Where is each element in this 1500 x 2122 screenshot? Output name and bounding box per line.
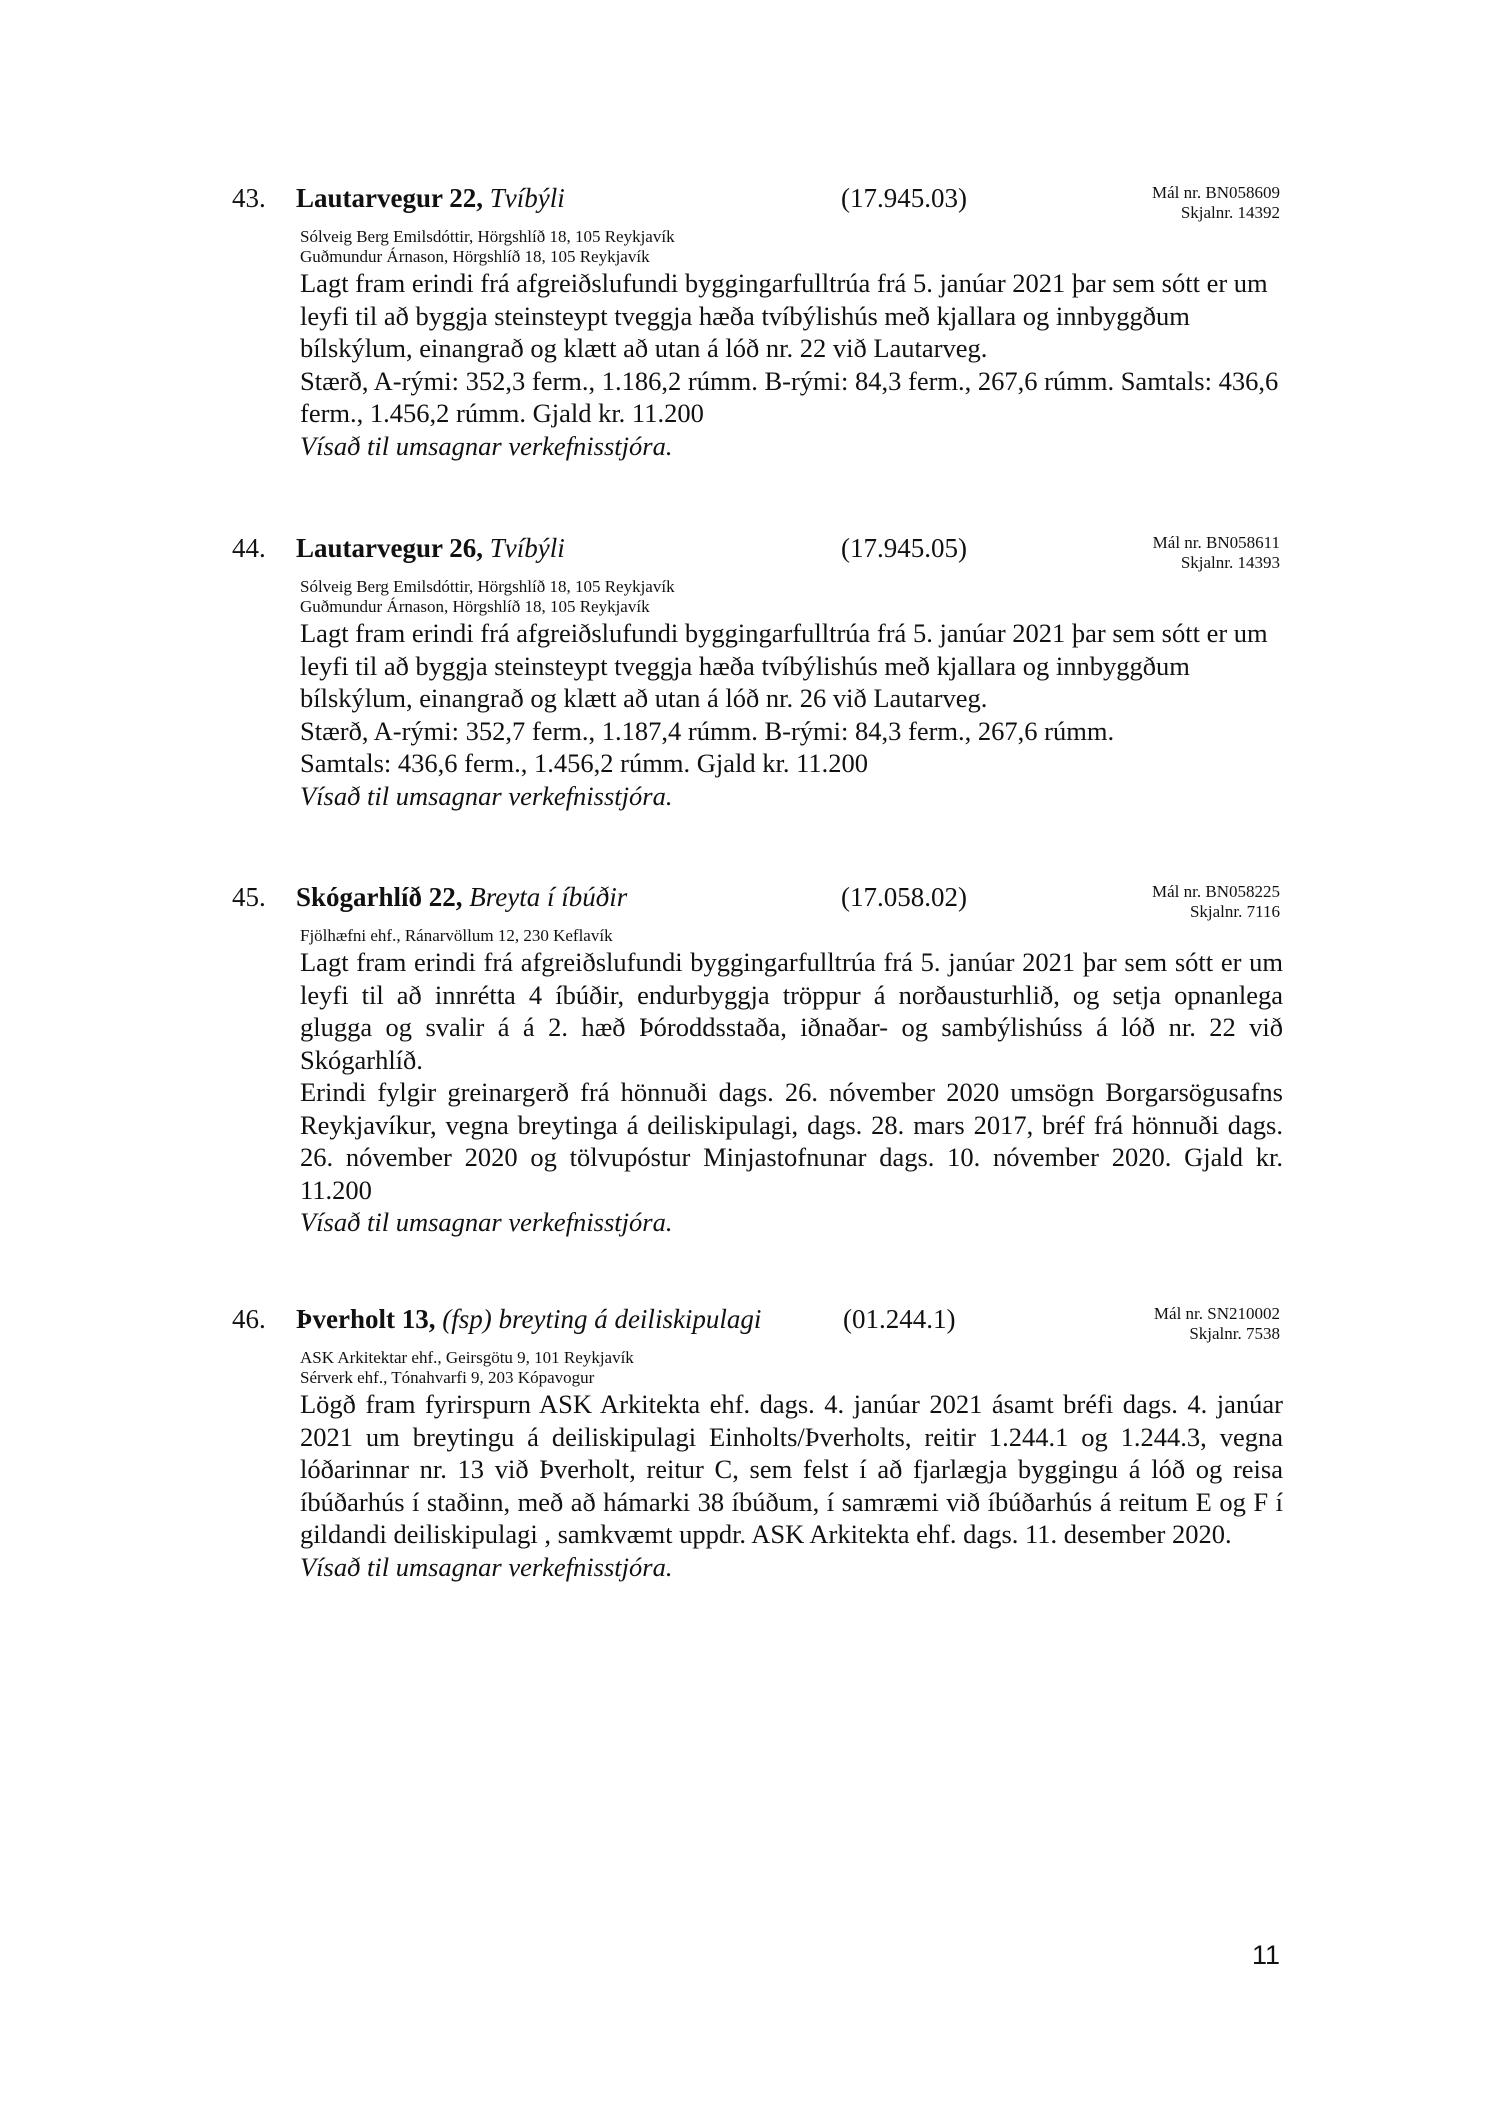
applicant: Guðmundur Árnason, Hörgshlíð 18, 105 Reykjavík — [300, 247, 650, 266]
case-number: Mál nr. BN058609 — [1152, 183, 1280, 202]
item-type: Tvíbýli — [489, 533, 565, 563]
item-number: 44. — [232, 533, 266, 563]
applicants — [300, 577, 675, 617]
item-reference — [1152, 882, 1280, 922]
item-land-code: (01.244.1) — [843, 1304, 956, 1334]
applicant: Fjölhæfni ehf., Ránarvöllum 12, 230 Keflavík — [300, 926, 613, 945]
item-title — [296, 533, 565, 564]
item-street: Lautarvegur 26, — [296, 533, 483, 563]
item-land-code: (17.058.02) — [841, 882, 967, 912]
item-title — [296, 882, 627, 913]
item-street: Lautarvegur 22, — [296, 183, 483, 213]
document-number: Skjalnr. 14393 — [1180, 553, 1280, 572]
case-number: Mál nr. SN210002 — [1153, 1304, 1280, 1323]
item-number: 46. — [232, 1304, 266, 1334]
document-number: Skjalnr. 7538 — [1189, 1324, 1280, 1343]
item-land-code: (17.945.05) — [841, 533, 967, 563]
item-reference — [1154, 1304, 1280, 1344]
applicant: Sólveig Berg Emilsdóttir, Hörgshlíð 18, 105 Reykjavík — [300, 227, 675, 246]
item-number: 43. — [232, 183, 266, 213]
item-paragraph: Lagt fram erindi frá afgreiðslufundi byggingarfulltrúa frá 5. janúar 2021 þar sem sótt er um leyfi til að byggja steinsteypt tveggja hæða tvíbýlishús með kjallara og innbyggðum bílskýlum, einangrað og klætt að utan á lóð nr. 26 við Lautarveg. — [300, 618, 1268, 713]
item-body — [300, 617, 1268, 812]
item-paragraph: Lagt fram erindi frá afgreiðslufundi byggingarfulltrúa frá 5. janúar 2021 þar sem sótt er um leyfi til að innrétta 4 íbúðir, endurbyggja tröppur á norðausturhlið, og setja opnanlega glugga og svalir á á 2. hæð Þóroddsstaða, iðnaðar- og sambýlishúss á lóð nr. 22 við Skógarhlíð. — [300, 947, 1283, 1075]
item-title — [296, 183, 565, 214]
item-note: Vísað til umsagnar verkefnisstjóra. — [300, 1551, 673, 1582]
item-street: Þverholt 13, — [296, 1304, 436, 1334]
item-note: Vísað til umsagnar verkefnisstjóra. — [300, 1207, 673, 1237]
case-number: Mál nr. BN058611 — [1152, 533, 1280, 552]
applicants — [300, 227, 675, 267]
item-land-code: (17.945.03) — [841, 183, 967, 213]
item-body — [300, 267, 1283, 462]
item-paragraph: Stærð, A-rými: 352,7 ferm., 1.187,4 rúmm. B-rými: 84,3 ferm., 267,6 rúmm. Samtals: 436,6 ferm., 1.456,2 rúmm. Gjald kr. 11.200 — [300, 715, 1115, 778]
item-reference — [1152, 183, 1280, 223]
item-paragraph: Stærð, A-rými: 352,3 ferm., 1.186,2 rúmm. B-rými: 84,3 ferm., 267,6 rúmm. Samtals: 436,6 ferm., 1.456,2 rúmm. Gjald kr. 11.200 — [300, 365, 1279, 428]
applicant: Sérverk ehf., Tónahvarfi 9, 203 Kópavogur — [300, 1368, 595, 1387]
case-number: Mál nr. BN058225 — [1152, 882, 1280, 901]
item-type: (fsp) breyting á deiliskipulagi — [442, 1304, 762, 1334]
item-paragraph: Lögð fram fyrirspurn ASK Arkitekta ehf. dags. 4. janúar 2021 ásamt bréfi dags. 4. janúar 2021 um breytingu á deiliskipulagi Einholts/Þverholts, reitir 1.244.1 og 1.244.3, vegna lóðarinnar nr. 13 við Þverholt, reitur C, sem felst í að fjarlægja byggingu á lóð og reisa íbúðarhús í staðinn, með að hámarki 38 íbúðum, í samræmi við íbúðarhús á reitum E og F í gildandi deiliskipulagi , samkvæmt uppdr. ASK Arkitekta ehf. dags. 11. desember 2020. — [300, 1389, 1283, 1549]
applicant: Guðmundur Árnason, Hörgshlíð 18, 105 Reykjavík — [300, 597, 650, 616]
item-street: Skógarhlíð 22, — [296, 882, 463, 912]
item-paragraph: Erindi fylgir greinargerð frá hönnuði dags. 26. nóvember 2020 umsögn Borgarsögusafns Reykjavíkur, vegna breytinga á deiliskipulagi, dags. 28. mars 2017, bréf frá hönnuði dags. 26. nóvember 2020 og tölvupóstur Minjastofnunar dags. 10. nóvember 2020. Gjald kr. 11.200 — [300, 1077, 1283, 1205]
applicants — [300, 926, 613, 946]
item-reference — [1153, 533, 1280, 573]
item-note: Vísað til umsagnar verkefnisstjóra. — [300, 430, 673, 461]
document-number: Skjalnr. 7116 — [1189, 902, 1280, 921]
item-type: Tvíbýli — [489, 183, 565, 213]
item-paragraph: Lagt fram erindi frá afgreiðslufundi byggingarfulltrúa frá 5. janúar 2021 þar sem sótt er um leyfi til að byggja steinsteypt tveggja hæða tvíbýlishús með kjallara og innbyggðum bílskýlum, einangrað og klætt að utan á lóð nr. 22 við Lautarveg. — [300, 268, 1268, 363]
applicants — [300, 1348, 634, 1388]
item-body — [300, 1388, 1283, 1583]
document-number: Skjalnr. 14392 — [1180, 203, 1280, 222]
page-number: 11 — [1251, 1940, 1280, 1970]
item-body — [300, 946, 1283, 1239]
applicant: ASK Arkitektar ehf., Geirsgötu 9, 101 Reykjavík — [300, 1348, 634, 1367]
applicant: Sólveig Berg Emilsdóttir, Hörgshlíð 18, 105 Reykjavík — [300, 577, 675, 596]
item-note: Vísað til umsagnar verkefnisstjóra. — [300, 780, 673, 811]
item-number: 45. — [232, 882, 266, 912]
item-type: Breyta í íbúðir — [469, 882, 628, 912]
item-title — [296, 1304, 761, 1335]
